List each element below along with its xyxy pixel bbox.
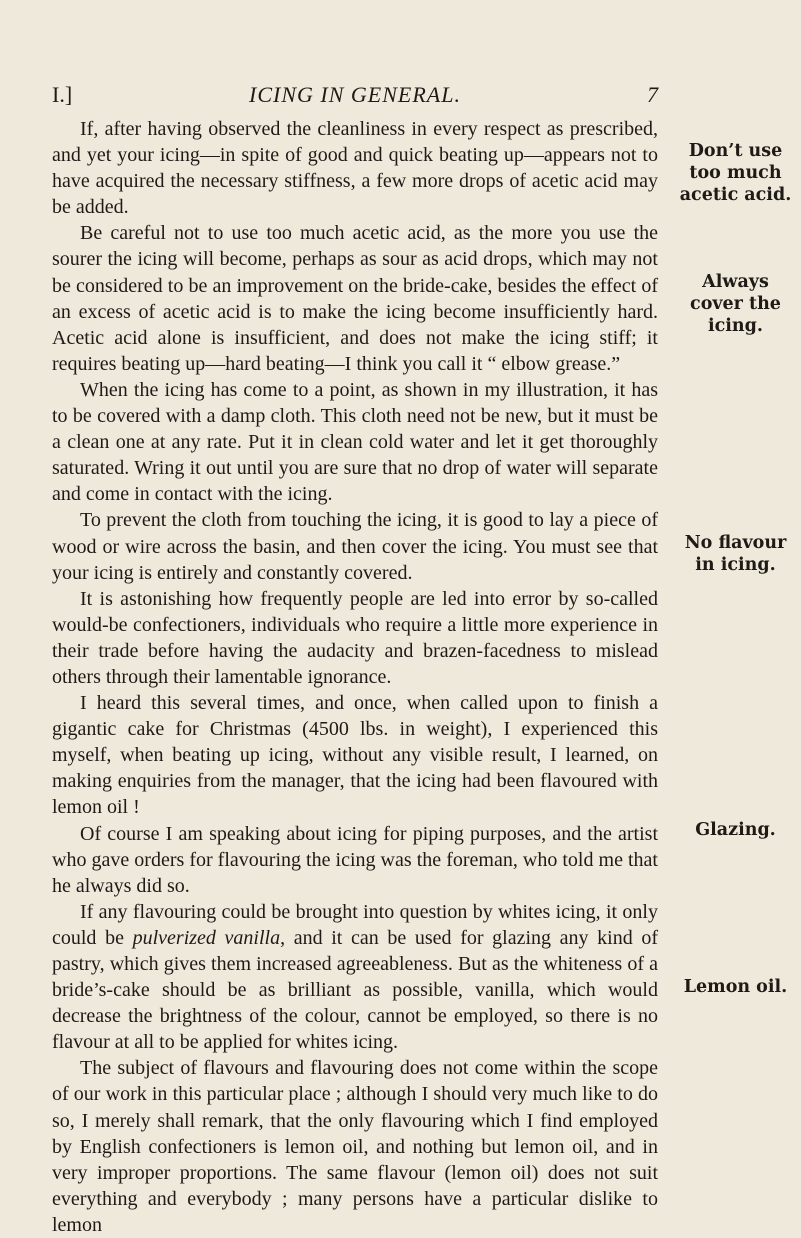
margin-note-glazing (670, 819, 801, 841)
page-number: 7 (647, 82, 658, 107)
body-text (52, 116, 658, 1238)
margin-note-line: Always (702, 272, 769, 292)
margin-note-line: too much (689, 163, 782, 183)
margin-note-line: Glazing. (695, 820, 776, 840)
margin-note-line: cover the (690, 294, 781, 314)
italic-term: pulverized vanilla (132, 926, 281, 949)
paragraph-6: I heard this several times, and once, when called upon to finish a gigantic cake for Christmas (4500 lbs. in weight), I experienced this myself, when beating up icing, without any visible result, I learned, on making enquiries from the manager, that the icing had been flavoured with lemon oil ! (52, 692, 658, 819)
paragraph-2: Be careful not to use too much acetic acid, as the more you use the sourer the icing will become, perhaps as sour as acid drops, which may not be considered to be an improvement on the bride-cake, besides the effect of an excess of acetic acid is to make the icing become insufficiently hard. Acetic acid alone is insufficient, and does not make the icing stiff; it requires beating up—hard beating—I think you call it “ elbow grease.” (52, 222, 658, 375)
margin-note-line: No flavour (684, 533, 787, 553)
running-title: ICING IN GENERAL. (249, 82, 461, 107)
paragraph-8 (52, 899, 658, 1056)
chapter-number: I.] (52, 82, 73, 107)
margin-note-line: Lemon oil. (683, 977, 788, 997)
margin-note-line: acetic acid. (679, 185, 792, 205)
paragraph-1: If, after having observed the cleanliness in every respect as prescribed, and yet your icing—in spite of good and quick beating up—appears not to have acquired the necessary stiffness, a few more drops of acetic acid may be added. (52, 118, 658, 219)
paragraph-5: It is astonishing how frequently people are led into error by so-called would-be confectioners, individuals who require a little more experience in their trade before having the audacity and brazen-facedness to mislead others through their lamentable ignorance. (52, 587, 658, 688)
paragraph-3: When the icing has come to a point, as shown in my illustration, it has to be covered with a damp cloth. This cloth need not be new, but it must be a clean one at any rate. Put it in clean cold water and let it get thoroughly saturated. Wring it out until you are sure that no drop of water will separate and come in contact with the icing. (52, 378, 658, 506)
margin-note-line: in icing. (695, 555, 776, 575)
margin-note-line: icing. (707, 316, 763, 336)
margin-note-no-flavour (670, 532, 801, 576)
paragraph-4: To prevent the cloth from touching the icing, it is good to lay a piece of wood or wire across the basin, and then cover the icing. You must see that your icing is entirely and constantly covered. (52, 509, 658, 584)
paragraph-8-end: , and it can be used for glazing any kind of pastry, which gives them increased agreeableness. But as the whiteness of a bride’s-cake should be as brilliant as possible, vanilla, which would decrease the brightness of the colour, cannot be employed, so there is no flavour at all to be applied for whites icing. (52, 926, 659, 1054)
paragraph-8-start: If any flavouring could be brought into question by whites icing, it only could be (52, 900, 658, 949)
margin-note-lemon-oil (670, 976, 801, 998)
margin-note-line: Don’t use (688, 141, 783, 161)
margin-note-acetic-acid (670, 140, 801, 206)
paragraph-9: The subject of flavours and flavouring does not come within the scope of our work in this particular place ; although I should very much like to do so, I merely shall remark, that the only flavouring which I find employed by English confectioners is lemon oil, and nothing but lemon oil, and in very improper proportions. The same flavour (lemon oil) does not suit everything and everybody ; many persons have a particular dislike to lemon (52, 1057, 658, 1236)
paragraph-7: Of course I am speaking about icing for piping purposes, and the artist who gave orders for flavouring the icing was the foreman, who told me that he always did so. (52, 822, 658, 897)
margin-note-cover-icing (670, 271, 801, 337)
running-header (52, 79, 658, 111)
